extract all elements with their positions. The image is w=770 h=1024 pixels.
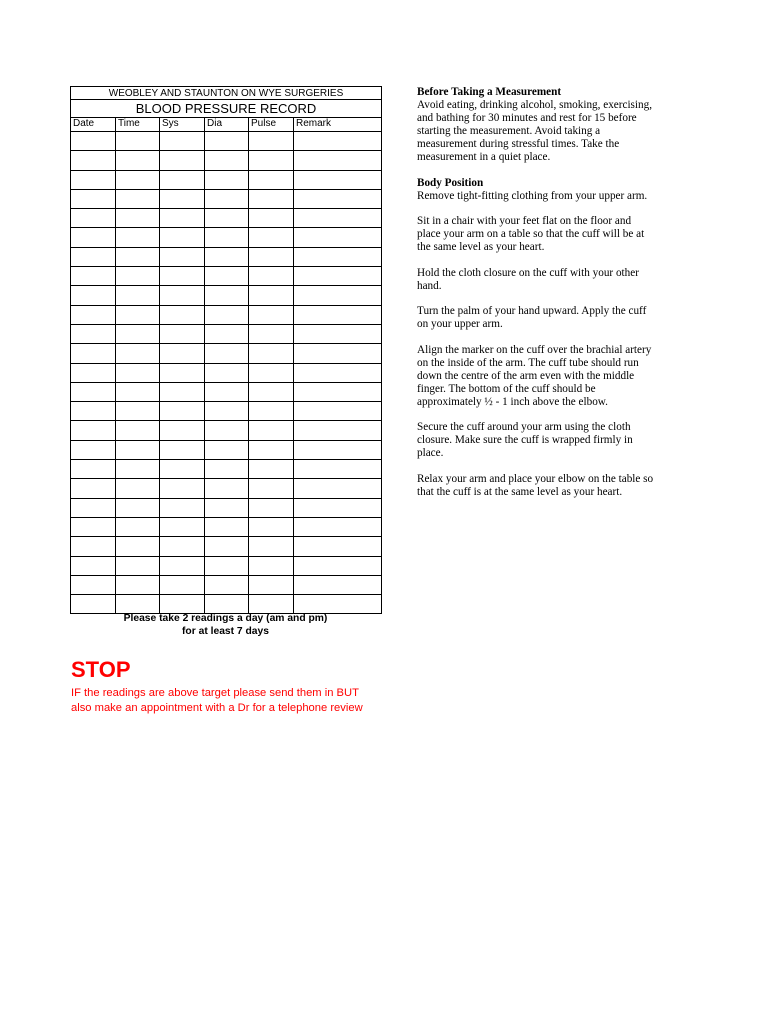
record-cell-dia <box>205 132 249 151</box>
record-cell-time <box>116 247 160 266</box>
record-cell-sys <box>160 305 205 324</box>
record-cell-date <box>71 460 116 479</box>
record-cell-remark <box>294 132 382 151</box>
record-cell-date <box>71 286 116 305</box>
column-header-time: Time <box>116 118 160 132</box>
record-cell-remark <box>294 537 382 556</box>
column-header-row <box>71 118 382 132</box>
instruction-paragraph: Avoid eating, drinking alcohol, smoking, exercising, and bathing for 30 minutes and rest for 15 before starting the measurement. Avoid taking a measurement during stressful times. Take the measurement in a quiet place. <box>417 99 652 163</box>
record-cell-pulse <box>249 228 294 247</box>
record-cell-time <box>116 421 160 440</box>
record-row <box>71 517 382 536</box>
record-cell-sys <box>160 440 205 459</box>
column-header-sys: Sys <box>160 118 205 132</box>
record-cell-remark <box>294 170 382 189</box>
instruction-paragraph: Relax your arm and place your elbow on the table so that the cuff is at the same level as your heart. <box>417 472 654 498</box>
record-cell-sys <box>160 556 205 575</box>
record-cell-pulse <box>249 537 294 556</box>
instruction-paragraph: Remove tight-fitting clothing from your upper arm. <box>417 189 648 202</box>
record-row <box>71 324 382 343</box>
record-row <box>71 421 382 440</box>
record-cell-dia <box>205 517 249 536</box>
record-cell-remark <box>294 324 382 343</box>
record-cell-time <box>116 363 160 382</box>
record-cell-dia <box>205 305 249 324</box>
record-cell-sys <box>160 517 205 536</box>
record-cell-dia <box>205 228 249 247</box>
record-cell-date <box>71 170 116 189</box>
record-cell-time <box>116 479 160 498</box>
record-cell-sys <box>160 382 205 401</box>
record-cell-sys <box>160 324 205 343</box>
record-cell-sys <box>160 421 205 440</box>
record-row <box>71 170 382 189</box>
record-cell-date <box>71 402 116 421</box>
record-cell-remark <box>294 344 382 363</box>
record-cell-date <box>71 363 116 382</box>
record-row <box>71 132 382 151</box>
record-rows <box>71 132 382 614</box>
record-cell-pulse <box>249 460 294 479</box>
record-row <box>71 479 382 498</box>
record-cell-sys <box>160 170 205 189</box>
record-cell-pulse <box>249 517 294 536</box>
instruction-paragraph: Secure the cuff around your arm using the cloth closure. Make sure the cuff is wrapped firmly in place. <box>417 421 633 459</box>
record-cell-sys <box>160 228 205 247</box>
record-cell-date <box>71 267 116 286</box>
section-heading-body-position: Body Position <box>417 176 484 189</box>
record-cell-date <box>71 575 116 594</box>
record-cell-date <box>71 324 116 343</box>
record-row <box>71 440 382 459</box>
record-cell-dia <box>205 189 249 208</box>
record-cell-date <box>71 556 116 575</box>
record-row <box>71 305 382 324</box>
record-cell-dia <box>205 537 249 556</box>
stop-warning-line-2: also make an appointment with a Dr for a telephone review <box>71 702 363 714</box>
record-cell-date <box>71 228 116 247</box>
record-cell-remark <box>294 228 382 247</box>
record-cell-time <box>116 537 160 556</box>
record-cell-pulse <box>249 209 294 228</box>
record-cell-date <box>71 344 116 363</box>
record-cell-remark <box>294 305 382 324</box>
record-row <box>71 460 382 479</box>
record-cell-pulse <box>249 267 294 286</box>
record-cell-date <box>71 479 116 498</box>
readings-note-line-2: for at least 7 days <box>182 626 269 637</box>
record-cell-remark <box>294 286 382 305</box>
record-cell-pulse <box>249 556 294 575</box>
record-cell-pulse <box>249 189 294 208</box>
record-cell-sys <box>160 498 205 517</box>
record-cell-dia <box>205 209 249 228</box>
column-header-pulse: Pulse <box>249 118 294 132</box>
record-cell-dia <box>205 170 249 189</box>
record-row <box>71 556 382 575</box>
stop-warning <box>71 686 411 716</box>
record-cell-remark <box>294 363 382 382</box>
record-row <box>71 228 382 247</box>
readings-note <box>70 612 381 638</box>
record-cell-date <box>71 498 116 517</box>
record-cell-remark <box>294 575 382 594</box>
record-cell-pulse <box>249 479 294 498</box>
record-row <box>71 575 382 594</box>
record-cell-dia <box>205 267 249 286</box>
record-cell-dia <box>205 575 249 594</box>
record-cell-pulse <box>249 440 294 459</box>
record-cell-time <box>116 132 160 151</box>
record-cell-date <box>71 517 116 536</box>
record-cell-time <box>116 189 160 208</box>
record-cell-dia <box>205 498 249 517</box>
record-cell-date <box>71 537 116 556</box>
record-cell-date <box>71 189 116 208</box>
record-cell-pulse <box>249 363 294 382</box>
record-row <box>71 363 382 382</box>
record-cell-dia <box>205 247 249 266</box>
record-row <box>71 189 382 208</box>
record-cell-time <box>116 228 160 247</box>
record-cell-dia <box>205 556 249 575</box>
record-cell-dia <box>205 286 249 305</box>
record-cell-sys <box>160 209 205 228</box>
record-cell-time <box>116 440 160 459</box>
record-row <box>71 382 382 401</box>
record-cell-time <box>116 556 160 575</box>
column-header-date: Date <box>71 118 116 132</box>
record-cell-time <box>116 286 160 305</box>
record-cell-time <box>116 170 160 189</box>
record-cell-sys <box>160 132 205 151</box>
record-cell-remark <box>294 267 382 286</box>
record-cell-remark <box>294 556 382 575</box>
record-cell-pulse <box>249 324 294 343</box>
record-cell-time <box>116 498 160 517</box>
record-cell-remark <box>294 402 382 421</box>
practice-name: WEOBLEY AND STAUNTON ON WYE SURGERIES <box>71 87 382 100</box>
instruction-paragraph: Align the marker on the cuff over the brachial artery on the inside of the arm. The cuff tube should run down the centre of the arm even with the middle finger. The bottom of the cuff should be approximately ½ - 1 inch above the elbow. <box>417 343 652 408</box>
record-cell-remark <box>294 189 382 208</box>
record-cell-pulse <box>249 305 294 324</box>
record-cell-sys <box>160 151 205 170</box>
blood-pressure-record-table <box>70 86 382 614</box>
record-cell-date <box>71 151 116 170</box>
record-row <box>71 344 382 363</box>
record-cell-date <box>71 132 116 151</box>
stop-warning-line-1: IF the readings are above target please send them in BUT <box>71 687 359 699</box>
record-cell-time <box>116 151 160 170</box>
record-row <box>71 537 382 556</box>
record-cell-sys <box>160 344 205 363</box>
record-cell-remark <box>294 440 382 459</box>
record-cell-time <box>116 305 160 324</box>
record-row <box>71 498 382 517</box>
instruction-paragraph: Turn the palm of your hand upward. Apply the cuff on your upper arm. <box>417 305 647 330</box>
stop-heading: STOP <box>71 657 131 682</box>
record-cell-date <box>71 209 116 228</box>
record-cell-sys <box>160 247 205 266</box>
record-cell-pulse <box>249 344 294 363</box>
record-cell-date <box>71 440 116 459</box>
record-cell-sys <box>160 363 205 382</box>
record-row <box>71 286 382 305</box>
record-cell-time <box>116 267 160 286</box>
record-row <box>71 402 382 421</box>
record-cell-date <box>71 305 116 324</box>
record-cell-sys <box>160 402 205 421</box>
section-heading-before-measurement: Before Taking a Measurement <box>417 86 562 98</box>
record-cell-remark <box>294 498 382 517</box>
record-cell-dia <box>205 402 249 421</box>
record-cell-date <box>71 247 116 266</box>
record-cell-remark <box>294 151 382 170</box>
record-cell-dia <box>205 363 249 382</box>
record-cell-remark <box>294 247 382 266</box>
column-header-dia: Dia <box>205 118 249 132</box>
record-cell-pulse <box>249 286 294 305</box>
record-cell-remark <box>294 517 382 536</box>
record-cell-pulse <box>249 382 294 401</box>
record-cell-dia <box>205 440 249 459</box>
record-row <box>71 151 382 170</box>
record-row <box>71 267 382 286</box>
record-cell-pulse <box>249 170 294 189</box>
record-cell-date <box>71 421 116 440</box>
record-cell-dia <box>205 151 249 170</box>
record-cell-pulse <box>249 402 294 421</box>
record-cell-dia <box>205 421 249 440</box>
measurement-instructions <box>417 86 657 511</box>
record-cell-remark <box>294 382 382 401</box>
instruction-paragraph: Sit in a chair with your feet flat on the floor and place your arm on a table so that the cuff will be at the same level as your heart. <box>417 215 645 253</box>
record-cell-time <box>116 517 160 536</box>
record-cell-pulse <box>249 421 294 440</box>
record-cell-sys <box>160 267 205 286</box>
record-cell-sys <box>160 286 205 305</box>
record-cell-remark <box>294 421 382 440</box>
record-cell-sys <box>160 479 205 498</box>
record-cell-sys <box>160 537 205 556</box>
record-cell-date <box>71 382 116 401</box>
record-cell-dia <box>205 344 249 363</box>
record-cell-dia <box>205 460 249 479</box>
record-cell-time <box>116 460 160 479</box>
record-cell-sys <box>160 189 205 208</box>
record-cell-dia <box>205 382 249 401</box>
record-cell-sys <box>160 460 205 479</box>
record-cell-sys <box>160 575 205 594</box>
record-cell-remark <box>294 479 382 498</box>
record-cell-time <box>116 209 160 228</box>
record-cell-pulse <box>249 132 294 151</box>
record-row <box>71 209 382 228</box>
record-cell-remark <box>294 460 382 479</box>
record-cell-dia <box>205 479 249 498</box>
record-row <box>71 247 382 266</box>
record-cell-pulse <box>249 498 294 517</box>
record-cell-dia <box>205 324 249 343</box>
record-cell-time <box>116 382 160 401</box>
readings-note-line-1: Please take 2 readings a day (am and pm) <box>123 613 328 624</box>
record-cell-pulse <box>249 575 294 594</box>
record-cell-pulse <box>249 151 294 170</box>
record-title: BLOOD PRESSURE RECORD <box>71 100 382 118</box>
instruction-paragraph: Hold the cloth closure on the cuff with your other hand. <box>417 266 639 292</box>
record-cell-pulse <box>249 247 294 266</box>
record-cell-time <box>116 402 160 421</box>
record-cell-time <box>116 324 160 343</box>
column-header-remark: Remark <box>294 118 382 132</box>
record-cell-time <box>116 575 160 594</box>
record-cell-remark <box>294 209 382 228</box>
record-cell-time <box>116 344 160 363</box>
